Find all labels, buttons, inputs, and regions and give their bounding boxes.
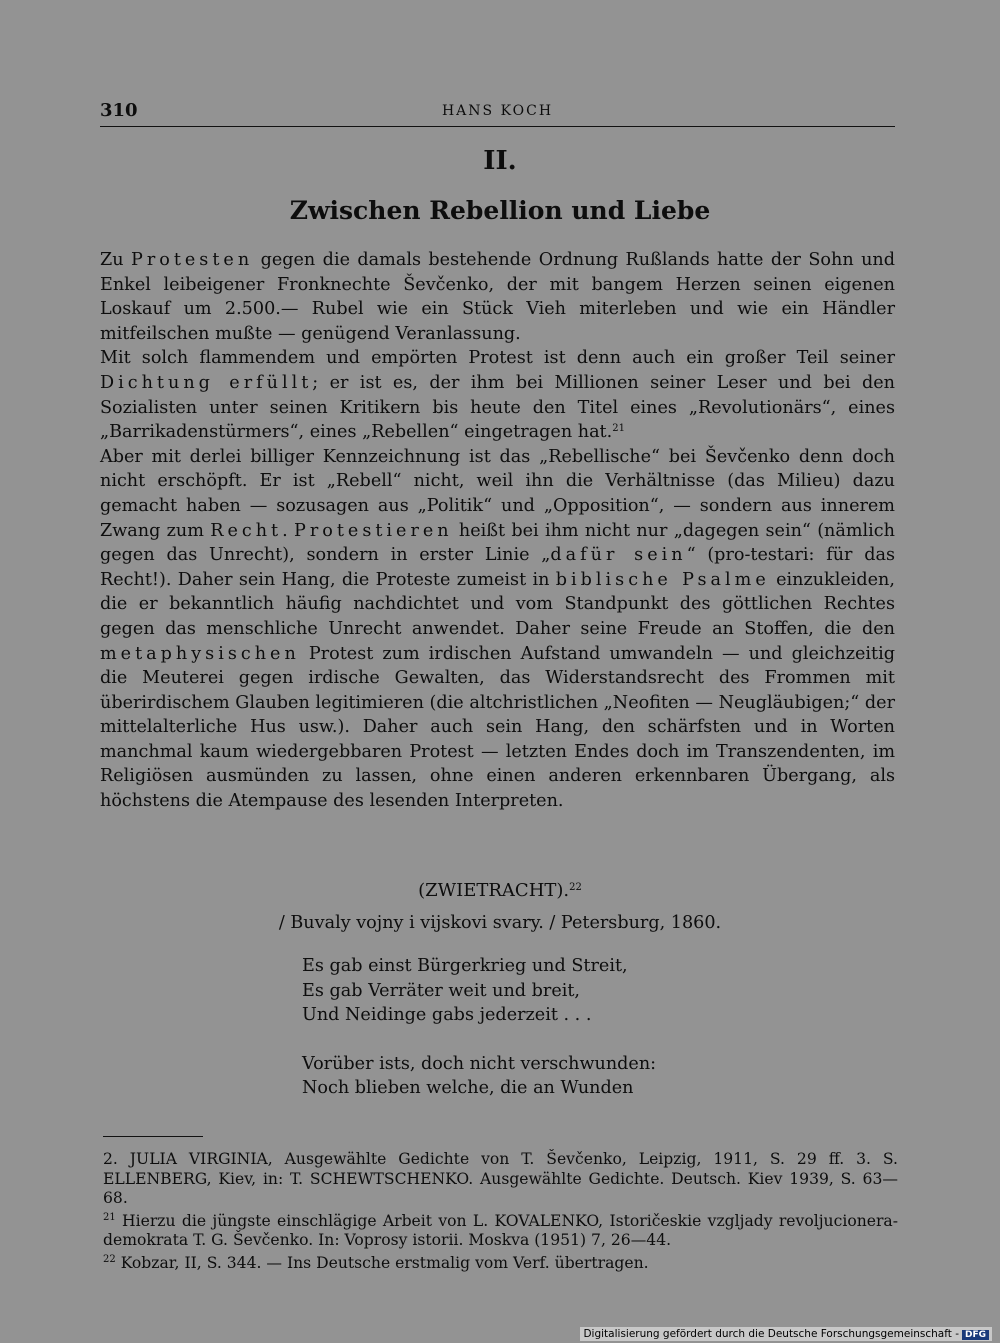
p3-d: “ (pro-testari: für das Recht!). Daher sein Hang, die Proteste zumeist in — [100, 545, 895, 590]
p2-a: Mit solch flammendem und empörten Protest ist denn auch ein großer Teil seiner — [100, 348, 895, 369]
footnote-21 — [103, 1212, 898, 1251]
p3-c: heißt bei ihm nicht nur „dagegen sein“ (nämlich gegen das Unrecht), sondern in erster Linie „ — [100, 520, 895, 566]
footnote-mark-21: 21 — [103, 1211, 116, 1223]
page-header — [100, 100, 895, 127]
p1-rest: gegen die damals bestehende Ordnung Rußlands hatte der Sohn und Enkel leibeigener Fronknechte Ševčenko, der mit bangem Herzen seinen eigenen Loskauf um 2.500.— Rubel wie ein Stück Vieh miterleben und wie ein Händler mitfeilschen mußte — genügend Veranlassung. — [100, 250, 895, 344]
p1-lead: Zu — [100, 250, 131, 270]
p3-e: einzukleiden, die er bekanntlich häufig nachdichtet und vom Standpunkt des göttlichen Rechtes gegen das menschliche Unrecht anwendet. Daher seine Freude an Stoffen, die den — [100, 569, 895, 639]
section-number: II. — [483, 146, 517, 176]
footnote-ref-22: 22 — [569, 882, 582, 893]
footnote-ref-21: 21 — [612, 423, 625, 435]
poem-title-text: (ZWIETRACHT). — [418, 880, 570, 901]
poem-line: Es gab Verräter weit und breit, — [302, 980, 581, 1001]
poem-line: Es gab einst Bürgerkrieg und Streit, — [302, 956, 628, 976]
footnote-22 — [103, 1254, 898, 1274]
poem-line: Vorüber ists, doch nicht verschwunden: — [302, 1053, 657, 1074]
footnote-mark-22: 22 — [103, 1253, 116, 1265]
body-text — [100, 248, 895, 814]
running-head: HANS KOCH — [441, 103, 554, 119]
p2-spaced: Dichtung erfüllt — [100, 372, 313, 393]
footnote-21-text: Hierzu die jüngste einschlägige Arbeit von L. KOVALENKO, Istoričeskie vzgljady revoljucionera-demokrata T. G. Ševčenko. In: Voprosy istorii. Moskva (1951) 7, 26—44. — [103, 1211, 898, 1249]
poem-subtitle: / Buvaly vojny i vijskovi svary. / Petersburg, 1860. — [278, 913, 722, 933]
paragraph-3 — [100, 445, 895, 814]
poem-line: Noch blieben welche, die an Wunden — [302, 1078, 634, 1099]
footnote-sources: 2. JULIA VIRGINIA, Ausgewählte Gedichte von T. Ševčenko, Leipzig, 1911, S. 29 ff. 3. S. ELLENBERG, Kiev, in: T. SCHEWTSCHENKO. Ausgewählte Gedichte. Deutsch. Kiev 1939, S. 63—68. — [103, 1150, 898, 1207]
dfg-logo: DFG — [962, 1330, 989, 1340]
p3-s3: dafür sein — [550, 545, 687, 566]
section-title: Zwischen Rebellion und Liebe — [289, 196, 711, 225]
p3-s4: biblische Psalme — [555, 569, 770, 590]
page-number: 310 — [100, 100, 138, 121]
paragraph-1 — [100, 248, 895, 346]
footnote-22-text: Kobzar, II, S. 344. — Ins Deutsche erstmalig vom Verf. übertragen. — [115, 1253, 649, 1272]
p3-f: Protest zum irdischen Aufstand umwandeln — und gleichzeitig die Meuterei gegen irdische Gewalten, das Widerstandsrecht des Frommen mit überirdischem Glauben legitimieren (die altchristlichen „Neofiten — Neugläubigen;“ der mittelalterliche Hus usw.). Daher auch sein Hang, den schärfsten und in Worten manchmal kaum wiedergebbaren Protest — letzten Endes doch im Transzendenten, im Religiösen ausmünden zu lassen, ohne einen anderen erkennbaren Übergang, als höchstens die Atempause des lesenden Interpreten. — [100, 643, 895, 812]
p3-b: . — [282, 520, 294, 541]
p3-s2: Protestieren — [294, 520, 453, 541]
p2-b: ; er ist es, der ihm bei Millionen seiner Leser und bei den Sozialisten unter seinen Kritikern bis heute den Titel eines „Revolutionärs“, eines „Barrikadenstürmers“, eines „Rebellen“ eingetragen hat. — [100, 372, 896, 443]
poem-body — [302, 954, 656, 1125]
p3-a: Aber mit derlei billiger Kennzeichnung ist das „Rebellische“ bei Ševčenko denn doch nicht erschöpft. Er ist „Rebell“ nicht, weil ihn die Verhältnisse (das Milieu) dazu gemacht haben — sozusagen aus „Politik“ und „Opposition“, — sondern aus innerem Zwang zum — [100, 446, 895, 541]
footnote-rule — [103, 1136, 203, 1137]
p1-spaced: Protesten — [130, 250, 254, 270]
poem-stanza-1 — [302, 954, 656, 1028]
paragraph-2 — [100, 346, 895, 444]
p3-s1: Recht — [210, 520, 283, 541]
p3-s5: metaphysischen — [100, 643, 300, 664]
poem-line: Und Neidinge gabs jederzeit . . . — [302, 1005, 592, 1026]
credit-text: Digitalisierung gefördert durch die Deutsche Forschungsgemeinschaft - — [583, 1328, 959, 1340]
poem-title — [0, 880, 1000, 901]
poem-stanza-2 — [302, 1052, 656, 1101]
digitization-credit — [580, 1327, 992, 1341]
footnotes — [103, 1150, 898, 1276]
